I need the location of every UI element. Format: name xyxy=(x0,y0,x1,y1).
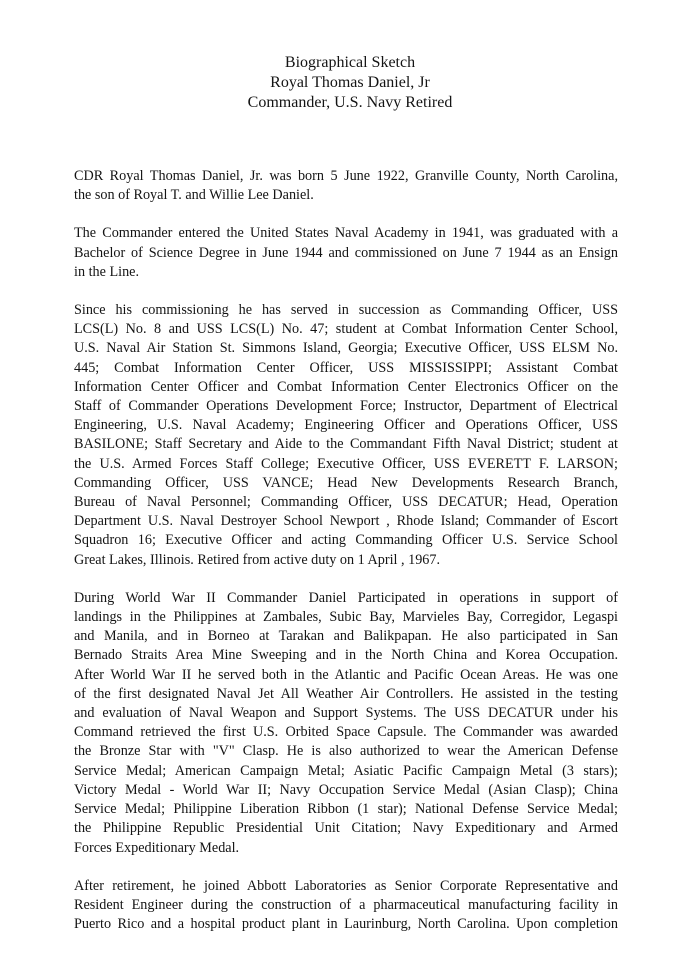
text-line: the Philippine Republic Presidential Unit Citation; Navy Expeditionary and Armed xyxy=(74,820,618,837)
text-line: the U.S. Armed Forces Staff College; Executive Officer, USS EVERETT F. LARSON; xyxy=(74,455,618,472)
text-line: Puerto Rico and a hospital product plant in Laurinburg, North Carolina. Upon completion xyxy=(74,916,618,933)
subject-rank: Commander, U.S. Navy Retired xyxy=(247,94,453,111)
text-line: During World War II Commander Daniel Participated in operations in support of xyxy=(74,589,618,606)
paragraph-retirement xyxy=(74,877,618,935)
text-line: Commanding Officer, USS VANCE; Head New Developments Research Branch, xyxy=(74,474,618,491)
text-line: Victory Medal - World War II; Navy Occupation Service Medal (Asian Clasp); China xyxy=(74,781,618,798)
document-title: Biographical Sketch xyxy=(284,54,416,71)
text-line: Department U.S. Naval Destroyer School Newport , Rhode Island; Commander of Escort xyxy=(74,513,618,530)
document-header xyxy=(0,53,700,113)
text-line: CDR Royal Thomas Daniel, Jr. was born 5 June 1922, Granville County, North Carolina, xyxy=(74,168,618,184)
text-line: After retirement, he joined Abbott Laboratories as Senior Corporate Representative and xyxy=(74,877,618,894)
text-line: the Bronze Star with "V" Clasp. He is also authorized to wear the American Defense xyxy=(74,743,618,760)
text-line: Information Center Officer and Combat Information Center Electronics Officer on the xyxy=(74,378,618,395)
text-line: Engineering, U.S. Naval Academy; Engineering Officer and Operations Officer, USS xyxy=(74,417,618,434)
text-line: Bachelor of Science Degree in June 1944 and commissioned on June 7 1944 as an Ensign xyxy=(74,244,618,261)
text-line: Staff of Commander Operations Development Force; Instructor, Department of Electrical xyxy=(74,398,618,415)
text-line: BASILONE; Staff Secretary and Aide to the Commandant Fifth Naval District; student at xyxy=(74,436,618,453)
text-line: 445; Combat Information Center Officer, USS MISSISSIPPI; Assistant Combat xyxy=(74,359,618,376)
paragraph-academy xyxy=(74,224,618,282)
text-line: Since his commissioning he has served in succession as Commanding Officer, USS xyxy=(74,302,618,319)
text-line: the son of Royal T. and Willie Lee Daniel. xyxy=(74,187,314,204)
text-line: U.S. Naval Air Station St. Simmons Island, Georgia; Executive Officer, USS ELSM No. xyxy=(74,340,618,357)
text-line: Service Medal; Philippine Liberation Ribbon (1 star); National Defense Service Medal; xyxy=(74,801,618,818)
paragraph-birth xyxy=(74,167,618,205)
text-line: Great Lakes, Illinois. Retired from active duty on 1 April , 1967. xyxy=(74,551,441,568)
text-line: The Commander entered the United States Naval Academy in 1941, was graduated with a xyxy=(74,225,618,242)
text-line: Bureau of Naval Personnel; Commanding Officer, USS DECATUR; Head, Operation xyxy=(74,494,618,511)
text-line: and Manila, and in Borneo at Tarakan and Balikpapan. He also participated in San xyxy=(74,628,618,645)
paragraph-service-record xyxy=(74,301,618,570)
text-line: Resident Engineer during the construction of a pharmaceutical manufacturing facility in xyxy=(74,896,618,913)
paragraph-world-war-ii xyxy=(74,589,618,858)
text-line: of the first designated Naval Jet All Weather Air Controllers. He assisted in the testing xyxy=(74,685,618,702)
document-body xyxy=(74,167,618,953)
text-line: After World War II he served both in the Atlantic and Pacific Ocean Areas. He was one xyxy=(74,666,618,683)
text-line: landings in the Philippines at Zambales, Subic Bay, Marvieles Bay, Corregidor, Legaspi xyxy=(74,609,618,626)
text-line: Squadron 16; Executive Officer and acting Commanding Officer U.S. Service School xyxy=(74,532,618,549)
text-line: Bernado Straits Area Mine Sweeping and in the North China and Korea Occupation. xyxy=(74,647,618,664)
text-line: in the Line. xyxy=(74,263,140,280)
text-line: Command retrieved the first U.S. Orbited Space Capsule. The Commander was awarded xyxy=(74,724,618,741)
text-line: and evaluation of Naval Weapon and Support Systems. The USS DECATUR under his xyxy=(74,705,618,722)
text-line: LCS(L) No. 8 and USS LCS(L) No. 47; student at Combat Information Center School, xyxy=(74,321,618,338)
subject-name: Royal Thomas Daniel, Jr xyxy=(270,74,430,91)
text-line: Service Medal; American Campaign Metal; Asiatic Pacific Campaign Metal (3 stars); xyxy=(74,762,618,779)
text-line: Forces Expeditionary Medal. xyxy=(74,839,240,856)
